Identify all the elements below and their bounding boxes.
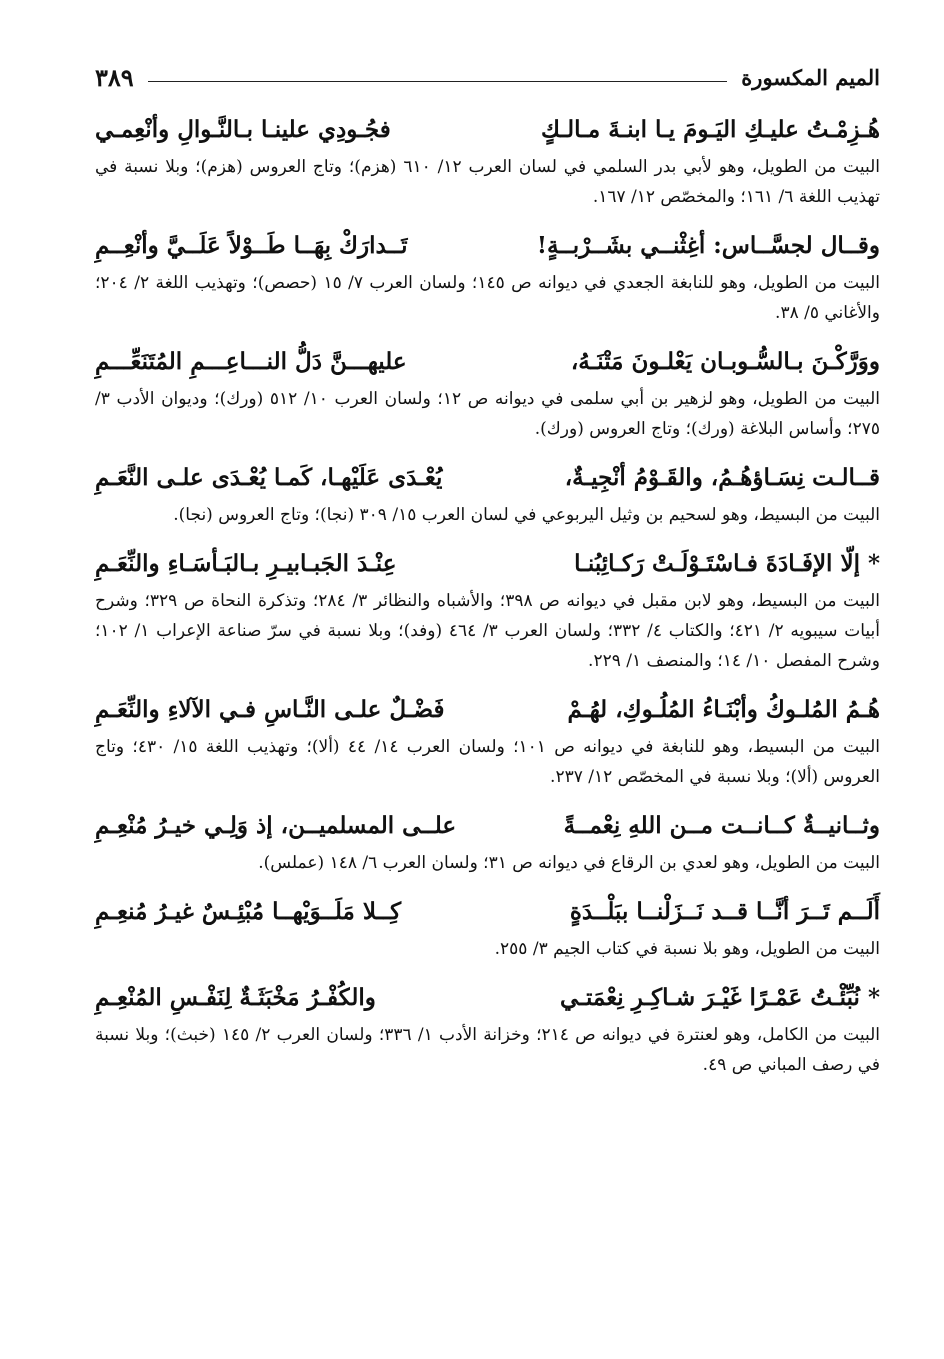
second-hemistich: فجُـودِي علينـا بـالنَّـوالِ وأنْعِمـي <box>95 116 391 143</box>
first-hemistich: * إلّا الإفَـادَةَ فـاسْتَـوْلَـتْ رَكـائِبُنـا <box>574 550 880 577</box>
second-hemistich: والكُفْـرُ مَخْبَثَـةٌ لِنَفْـسِ المُنْعِـمِ <box>95 984 376 1011</box>
verse-entry <box>95 456 880 530</box>
second-hemistich: تَــدارَكْ بِهَــا طَــوْلاً عَلَــيَّ وأنْعِــمِ <box>95 232 408 259</box>
verse-note: البيت من الكامل، وهو لعنترة في ديوانه ص ٢١٤؛ وخزانة الأدب ١/ ٣٣٦؛ ولسان العرب ٢/ ١٤٥ (خبث)؛ وبلا نسبة في رصف المباني ص ٤٩. <box>95 1025 881 1075</box>
verse-line <box>95 108 880 152</box>
first-hemistich: وثــانيــةٌ كــانــت مــن اللهِ نِعْمــةً <box>563 812 880 839</box>
second-hemistich: عِنْـدَ الجَبـابيـرِ بـالبَـأسَـاءِ والنِّعَـمِ <box>95 550 397 577</box>
verse-line <box>95 224 880 268</box>
first-hemistich: وقــال لجسَّــاس: أغِثْنــي بشَــرْبــةٍ! <box>536 232 880 259</box>
verse-line <box>95 976 880 1020</box>
verse-note: البيت من الطويل، وهو لأبي بدر السلمي في لسان العرب ١٢/ ٦١٠ (هزم)؛ وتاج العروس (هزم)؛ وبلا نسبة في تهذيب اللغة ٦/ ١٦١؛ والمخصّص ١٢/ ١٦٧. <box>95 157 880 207</box>
second-hemistich: كِــلا مَلَــوَيْهــا مُبْئِـسٌ غيـرُ مُنعِـمِ <box>95 898 402 925</box>
book-page <box>95 58 880 1328</box>
verse-entry <box>95 340 880 444</box>
verse-line <box>95 340 880 384</box>
second-hemistich: فَضْـلٌ علـى النَّـاسِ فـي الآلاءِ والنِّعَـمِ <box>95 696 445 723</box>
verse-entry <box>95 890 880 964</box>
verse-note: البيت من الطويل، وهو بلا نسبة في كتاب الجيم ٣/ ٢٥٥. <box>494 939 880 959</box>
verse-entry <box>95 976 880 1080</box>
verse-entry <box>95 804 880 878</box>
chapter-title: الميم المكسورة <box>741 64 880 90</box>
first-hemistich: * نُبِّئْـتُ عَمْـرًا غَيْـرَ شـاكِـرِ نِعْمَتـي <box>560 984 880 1011</box>
first-hemistich: هُـمُ المُلـوكُ وأبْنَـاءُ المُلُـوكِ، لهُـمْ <box>567 696 880 723</box>
verse-line <box>95 804 880 848</box>
verse-line <box>95 890 880 934</box>
first-hemistich: ووَرَّكْـنَ بـالسُّـوبـان يَعْلـونَ مَتْنَـهُ، <box>570 348 880 375</box>
verse-note: البيت من الطويل، وهو لعدي بن الرقاع في ديوانه ص ٣١؛ ولسان العرب ٦/ ١٤٨ (عملس). <box>258 853 880 873</box>
first-hemistich: هُـزِمْـتُ عليـكِ اليَـومَ يـا ابنـةَ مـالـكٍ <box>541 116 880 143</box>
verse-note: البيت من البسيط، وهو للنابغة في ديوانه ص ١٠١؛ ولسان العرب ١٤/ ٤٤ (ألا)؛ وتهذيب اللغة ١٥/ ٤٣٠؛ وتاج العروس (ألا)؛ وبلا نسبة في المخصّص ١٢/ ٢٣٧. <box>95 737 880 787</box>
page-number: ٣٨٩ <box>95 62 134 92</box>
verse-line <box>95 542 880 586</box>
verse-line <box>95 688 880 732</box>
verse-line <box>95 456 880 500</box>
verse-entry <box>95 224 880 328</box>
verse-note: البيت من الطويل، وهو لزهير بن أبي سلمى في ديوانه ص ١٢؛ ولسان العرب ١٠/ ٥١٢ (ورك)؛ وديوان الأدب ٣/ ٢٧٥؛ وأساس البلاغة (ورك)؛ وتاج العروس (ورك). <box>95 389 880 439</box>
running-header <box>95 58 880 96</box>
header-rule <box>148 81 728 82</box>
verse-entry <box>95 688 880 792</box>
second-hemistich: علــى المسلميــن، إذ وَلِـي خيـرُ مُنْعِـمِ <box>95 812 457 839</box>
verse-note: البيت من البسيط، وهو لابن مقبل في ديوانه ص ٣٩٨؛ والأشباه والنظائر ٣/ ٢٨٤؛ وتذكرة النحاة ص ٣٢٩؛ وشرح أبيات سيبويه ٢/ ٤٢١؛ والكتاب ٤/ ٣٣٢؛ ولسان العرب ٣/ ٤٦٤ (وفد)؛ وبلا نسبة في سرّ صناعة الإعراب ١/ ١٠٢؛ وشرح المفصل ١٠/ ١٤؛ والمنصف ١/ ٢٢٩. <box>95 591 881 671</box>
second-hemistich: يُعْـدَى عَلَيْهـا، كَمـا يُعْـدَى علـى النَّعَـمِ <box>95 464 443 491</box>
first-hemistich: قــالـت نِسَـاؤهُـمُ، والقَـوْمُ أنْجِيـةٌ، <box>564 464 880 491</box>
second-hemistich: عليهـــنَّ دَلُّ النـــاعِـــمِ المُتَنَعِّـــمِ <box>95 348 407 375</box>
verse-note: البيت من البسيط، وهو لسحيم بن وثيل اليربوعي في لسان العرب ١٥/ ٣٠٩ (نجا)؛ وتاج العروس (نجا). <box>173 505 880 525</box>
first-hemistich: أَلَــم تَــرَ أنَّــا قــد نَــزَلْنــا ببَلْــدَةٍ <box>569 898 880 925</box>
verse-entry <box>95 108 880 212</box>
verse-note: البيت من الطويل، وهو للنابغة الجعدي في ديوانه ص ١٤٥؛ ولسان العرب ٧/ ١٥ (حصص)؛ وتهذيب اللغة ٢/ ٢٠٤؛ والأغاني ٥/ ٣٨. <box>95 273 880 323</box>
verse-entry <box>95 542 880 676</box>
